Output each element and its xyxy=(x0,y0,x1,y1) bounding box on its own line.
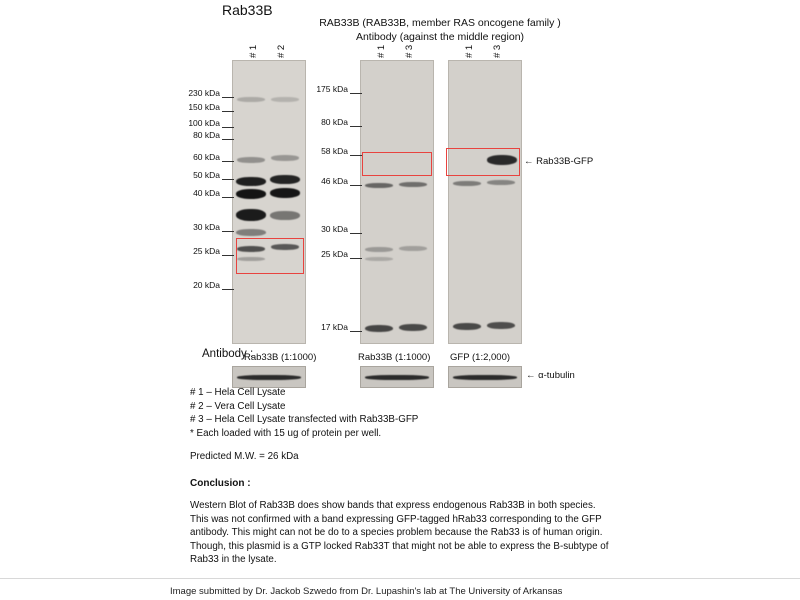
conclusion-heading: Conclusion : xyxy=(190,478,251,489)
mw-label-a-20: 20 kDa xyxy=(188,280,234,290)
mw-label-b-58: 58 kDa xyxy=(316,146,362,156)
legend-line-3: # 3 – Hela Cell Lysate transfected with Rab33B-GFP xyxy=(190,414,419,425)
figure-subtitle: RAB33B (RAB33B, member RAS oncogene family ) Antibody (against the middle region) xyxy=(319,17,561,43)
mw-label-a-150: 150 kDa xyxy=(188,102,234,112)
antibody-name-panel-a: Rab33B (1:1000) xyxy=(244,352,317,363)
footer-divider xyxy=(0,578,800,579)
western-blot-panel-c xyxy=(448,60,522,344)
mw-label-b-30: 30 kDa xyxy=(316,224,362,234)
legend-line-4: * Each loaded with 15 ug of protein per well. xyxy=(190,427,382,439)
mw-label-b-175: 175 kDa xyxy=(316,84,362,94)
page-title: Rab33B xyxy=(222,2,273,18)
western-blot-panel-b xyxy=(360,60,434,344)
tubulin-strip-c xyxy=(448,366,522,388)
antibody-name-panel-c: GFP (1:2,000) xyxy=(450,352,511,363)
mw-label-b-80: 80 kDa xyxy=(316,117,362,127)
mw-label-a-100: 100 kDa xyxy=(188,118,234,128)
sample-legend xyxy=(190,386,418,440)
antibody-row-label: Antibody : xyxy=(202,348,254,360)
highlight-box-panel-c xyxy=(446,148,520,176)
western-blot-panel-a xyxy=(232,60,306,344)
highlight-box-panel-a xyxy=(236,238,304,274)
mw-label-a-60: 60 kDa xyxy=(188,152,234,162)
lane-label-b1: # 1 xyxy=(376,44,387,58)
tubulin-strip-b xyxy=(360,366,434,388)
lane-label-a1: # 1 xyxy=(248,44,259,58)
lane-label-a2: # 2 xyxy=(276,44,287,58)
mw-label-b-25: 25 kDa xyxy=(316,249,362,259)
mw-label-a-80: 80 kDa xyxy=(188,130,234,140)
mw-label-a-230: 230 kDa xyxy=(188,88,234,98)
lane-label-b2: # 3 xyxy=(404,44,415,58)
highlight-box-panel-b xyxy=(362,152,432,176)
lane-label-c1: # 1 xyxy=(464,44,475,58)
mw-label-a-25: 25 kDa xyxy=(188,246,234,256)
mw-label-b-46: 46 kDa xyxy=(316,176,362,186)
annotation-rab33b-gfp: ← Rab33B-GFP xyxy=(524,156,594,167)
annotation-tubulin: ← α-tubulin xyxy=(526,370,575,381)
tubulin-strip-a xyxy=(232,366,306,388)
mw-label-a-30: 30 kDa xyxy=(188,222,234,232)
legend-line-2: # 2 – Vera Cell Lysate xyxy=(190,400,286,412)
mw-label-a-50: 50 kDa xyxy=(188,170,234,180)
conclusion-body: Western Blot of Rab33B does show bands that express endogenous Rab33B in both species. This was not confirmed with a band expressing GFP-tagged hRab33 corresponding to the GFP antibody. This might can not be do to a species problem because the Rab33 is of human origin. Though, this plasmid is a GTP locked Rab33T that might not be able to express the B-subtype of Rab33 in the lysate. xyxy=(190,500,609,566)
predicted-mw: Predicted M.W. = 26 kDa xyxy=(190,451,299,462)
lane-label-c2: # 3 xyxy=(492,44,503,58)
footer-credit: Image submitted by Dr. Jackob Szwedo from Dr. Lupashin's lab at The University of Arkansas xyxy=(170,586,563,597)
antibody-name-panel-b: Rab33B (1:1000) xyxy=(358,352,431,363)
mw-label-a-40: 40 kDa xyxy=(188,188,234,198)
mw-label-b-17: 17 kDa xyxy=(316,322,362,332)
legend-line-1: # 1 – Hela Cell Lysate xyxy=(190,387,286,398)
